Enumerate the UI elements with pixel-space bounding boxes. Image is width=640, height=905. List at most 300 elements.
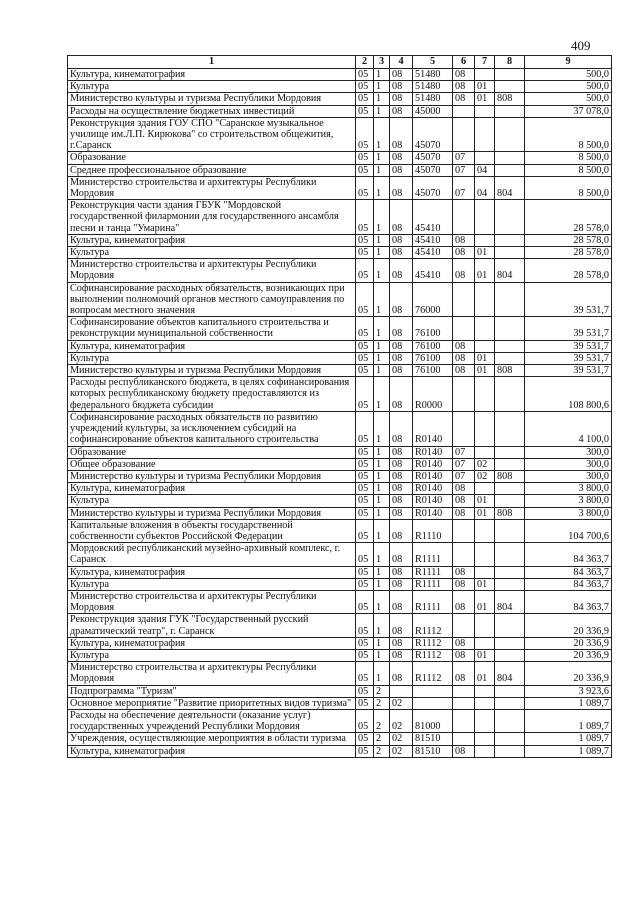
code-cell	[495, 685, 525, 697]
code-cell	[475, 446, 495, 458]
amount-cell: 300,0	[525, 458, 612, 470]
code-cell	[413, 697, 453, 709]
amount-cell: 28 578,0	[525, 259, 612, 282]
code-cell: 04	[475, 164, 495, 176]
code-cell: 08	[453, 365, 475, 377]
amount-cell: 84 363,7	[525, 578, 612, 590]
code-cell: 804	[495, 590, 525, 613]
row-name: Расходы республиканского бюджета, в целях софинансирования которых республиканскому бюджету предоставляются из федерального бюджета субсидии	[68, 377, 356, 412]
code-cell	[475, 377, 495, 412]
code-cell: 05	[356, 411, 374, 446]
row-name: Софинансирование объектов капитального строительства и реконструкции муниципальной собственности	[68, 317, 356, 340]
column-header: 7	[475, 56, 495, 69]
code-cell	[495, 69, 525, 81]
code-cell	[390, 685, 413, 697]
code-cell: 05	[356, 495, 374, 507]
code-cell: 05	[356, 685, 374, 697]
code-cell	[475, 200, 495, 235]
code-cell: 05	[356, 200, 374, 235]
code-cell	[413, 685, 453, 697]
amount-cell: 300,0	[525, 446, 612, 458]
amount-cell: 4 100,0	[525, 411, 612, 446]
code-cell: R1111	[413, 566, 453, 578]
code-cell: 1	[374, 282, 390, 317]
code-cell: 1	[374, 470, 390, 482]
code-cell	[495, 495, 525, 507]
table-row	[68, 649, 612, 661]
row-name: Министерство культуры и туризма Республики Мордовия	[68, 365, 356, 377]
code-cell	[453, 519, 475, 542]
code-cell: 08	[390, 259, 413, 282]
row-name: Общее образование	[68, 458, 356, 470]
code-cell: 804	[495, 662, 525, 685]
code-cell: 81000	[413, 709, 453, 732]
code-cell: 05	[356, 340, 374, 352]
code-cell: 05	[356, 259, 374, 282]
code-cell	[495, 458, 525, 470]
code-cell	[475, 152, 495, 164]
code-cell	[475, 566, 495, 578]
code-cell: 08	[390, 578, 413, 590]
code-cell: 51480	[413, 93, 453, 105]
code-cell	[495, 152, 525, 164]
code-cell: 1	[374, 495, 390, 507]
code-cell: R0140	[413, 411, 453, 446]
code-cell: 08	[390, 458, 413, 470]
code-cell: 08	[390, 507, 413, 519]
table-row	[68, 176, 612, 199]
code-cell: 05	[356, 662, 374, 685]
code-cell: 08	[453, 81, 475, 93]
amount-cell: 20 336,9	[525, 614, 612, 637]
code-cell: R1112	[413, 637, 453, 649]
code-cell: 45410	[413, 234, 453, 246]
row-name: Образование	[68, 152, 356, 164]
code-cell: 08	[453, 649, 475, 661]
code-cell: 08	[390, 470, 413, 482]
code-cell: 05	[356, 377, 374, 412]
code-cell: 45070	[413, 164, 453, 176]
amount-cell: 8 500,0	[525, 152, 612, 164]
code-cell	[453, 282, 475, 317]
code-cell: 08	[390, 483, 413, 495]
code-cell: 05	[356, 578, 374, 590]
code-cell: 01	[475, 507, 495, 519]
code-cell: 1	[374, 507, 390, 519]
row-name: Культура	[68, 81, 356, 93]
code-cell: 1	[374, 247, 390, 259]
code-cell: 01	[475, 247, 495, 259]
amount-cell: 500,0	[525, 93, 612, 105]
code-cell	[495, 483, 525, 495]
table-row	[68, 164, 612, 176]
amount-cell: 37 078,0	[525, 105, 612, 117]
code-cell: 05	[356, 117, 374, 152]
amount-cell: 28 578,0	[525, 234, 612, 246]
code-cell	[495, 117, 525, 152]
row-name: Реконструкция здания ГУК "Государственный русский драматический театр", г. Саранск	[68, 614, 356, 637]
code-cell	[495, 317, 525, 340]
code-cell: 1	[374, 200, 390, 235]
code-cell	[495, 578, 525, 590]
code-cell: 01	[475, 662, 495, 685]
amount-cell: 500,0	[525, 81, 612, 93]
code-cell	[475, 340, 495, 352]
code-cell	[475, 543, 495, 566]
code-cell: 05	[356, 446, 374, 458]
code-cell: 08	[453, 93, 475, 105]
code-cell	[475, 709, 495, 732]
code-cell: 1	[374, 590, 390, 613]
code-cell: 05	[356, 649, 374, 661]
code-cell: 45070	[413, 152, 453, 164]
code-cell: 1	[374, 69, 390, 81]
code-cell: 08	[453, 507, 475, 519]
amount-cell: 8 500,0	[525, 117, 612, 152]
code-cell: 08	[390, 614, 413, 637]
code-cell: 08	[390, 317, 413, 340]
code-cell: 45070	[413, 176, 453, 199]
code-cell: 51480	[413, 81, 453, 93]
row-name: Расходы на обеспечение деятельности (оказание услуг) государственных учреждений Республики Мордовия	[68, 709, 356, 732]
code-cell: 08	[390, 176, 413, 199]
code-cell	[475, 685, 495, 697]
code-cell: 08	[390, 117, 413, 152]
table-row	[68, 234, 612, 246]
code-cell	[475, 117, 495, 152]
table-row	[68, 352, 612, 364]
code-cell: R0140	[413, 483, 453, 495]
table-row	[68, 483, 612, 495]
amount-cell: 3 800,0	[525, 483, 612, 495]
row-name: Подпрограмма "Туризм"	[68, 685, 356, 697]
code-cell: 08	[453, 590, 475, 613]
table-row	[68, 543, 612, 566]
column-header: 5	[413, 56, 453, 69]
amount-cell: 8 500,0	[525, 176, 612, 199]
code-cell: 01	[475, 495, 495, 507]
amount-cell: 1 089,7	[525, 709, 612, 732]
table-row	[68, 152, 612, 164]
code-cell: R0140	[413, 495, 453, 507]
code-cell: 08	[390, 81, 413, 93]
code-cell: 07	[453, 164, 475, 176]
code-cell: 1	[374, 662, 390, 685]
code-cell: 81510	[413, 745, 453, 757]
code-cell: 08	[453, 259, 475, 282]
amount-cell: 84 363,7	[525, 590, 612, 613]
code-cell: 05	[356, 317, 374, 340]
code-cell: 45410	[413, 259, 453, 282]
code-cell: 05	[356, 247, 374, 259]
code-cell: 1	[374, 458, 390, 470]
code-cell: 2	[374, 697, 390, 709]
code-cell: 08	[453, 566, 475, 578]
code-cell	[495, 733, 525, 745]
code-cell: 45070	[413, 117, 453, 152]
code-cell: 07	[453, 152, 475, 164]
code-cell	[495, 745, 525, 757]
code-cell: 02	[475, 458, 495, 470]
code-cell: 45000	[413, 105, 453, 117]
code-cell: 05	[356, 637, 374, 649]
code-cell	[475, 69, 495, 81]
table-row	[68, 365, 612, 377]
table-row	[68, 662, 612, 685]
row-name: Министерство строительства и архитектуры Республики Мордовия	[68, 662, 356, 685]
code-cell	[453, 317, 475, 340]
code-cell	[495, 377, 525, 412]
code-cell: R0140	[413, 458, 453, 470]
code-cell: 1	[374, 164, 390, 176]
table-row	[68, 282, 612, 317]
code-cell: 07	[453, 446, 475, 458]
code-cell: 08	[453, 247, 475, 259]
row-name: Министерство строительства и архитектуры Республики Мордовия	[68, 590, 356, 613]
code-cell: 808	[495, 93, 525, 105]
code-cell: 05	[356, 458, 374, 470]
code-cell: 08	[453, 234, 475, 246]
code-cell: 51480	[413, 69, 453, 81]
row-name: Культура	[68, 495, 356, 507]
code-cell: 08	[390, 637, 413, 649]
row-name: Культура, кинематография	[68, 69, 356, 81]
code-cell: 05	[356, 733, 374, 745]
code-cell: 1	[374, 117, 390, 152]
code-cell: 1	[374, 519, 390, 542]
code-cell	[453, 200, 475, 235]
code-cell: 1	[374, 483, 390, 495]
table-row	[68, 614, 612, 637]
code-cell	[453, 411, 475, 446]
amount-cell: 28 578,0	[525, 200, 612, 235]
code-cell: 08	[453, 578, 475, 590]
code-cell: 08	[453, 352, 475, 364]
code-cell: 02	[390, 709, 413, 732]
code-cell	[495, 340, 525, 352]
table-row	[68, 507, 612, 519]
code-cell: 808	[495, 507, 525, 519]
code-cell	[453, 377, 475, 412]
page-number: 409	[571, 38, 591, 53]
code-cell: 08	[453, 745, 475, 757]
code-cell: 76100	[413, 352, 453, 364]
code-cell: 08	[390, 411, 413, 446]
code-cell	[495, 709, 525, 732]
code-cell: 1	[374, 566, 390, 578]
code-cell	[495, 352, 525, 364]
row-name: Реконструкция здания ГОУ СПО "Саранское музыкальное училище им.Л.П. Кирюкова" со строительством общежития, г.Саранск	[68, 117, 356, 152]
table-row	[68, 340, 612, 352]
code-cell: 07	[453, 458, 475, 470]
code-cell: 08	[390, 282, 413, 317]
code-cell: 08	[390, 543, 413, 566]
code-cell: 804	[495, 259, 525, 282]
row-name: Министерство культуры и туризма Республики Мордовия	[68, 470, 356, 482]
code-cell: 08	[390, 649, 413, 661]
code-cell: 1	[374, 317, 390, 340]
code-cell: 08	[390, 105, 413, 117]
table-body	[68, 56, 612, 758]
amount-cell: 84 363,7	[525, 566, 612, 578]
code-cell	[495, 446, 525, 458]
code-cell: 08	[390, 365, 413, 377]
code-cell	[453, 105, 475, 117]
code-cell	[475, 733, 495, 745]
amount-cell: 39 531,7	[525, 317, 612, 340]
code-cell: 1	[374, 176, 390, 199]
code-cell: 804	[495, 176, 525, 199]
amount-cell: 104 700,6	[525, 519, 612, 542]
code-cell: 01	[475, 649, 495, 661]
code-cell: 08	[390, 495, 413, 507]
row-name: Реконструкция части здания ГБУК "Мордовской государственной филармонии для государственного ансамбля песни и танца "Умарина"	[68, 200, 356, 235]
code-cell: 1	[374, 637, 390, 649]
row-name: Культура, кинематография	[68, 483, 356, 495]
row-name: Культура, кинематография	[68, 637, 356, 649]
code-cell: 05	[356, 519, 374, 542]
amount-cell: 3 800,0	[525, 495, 612, 507]
code-cell: 08	[390, 69, 413, 81]
amount-cell: 1 089,7	[525, 745, 612, 757]
row-name: Расходы на осуществление бюджетных инвестиций	[68, 105, 356, 117]
code-cell: 04	[475, 176, 495, 199]
table-row	[68, 709, 612, 732]
code-cell: 81510	[413, 733, 453, 745]
row-name: Софинансирование расходных обязательств, возникающих при выполнении полномочий органов местного самоуправления по вопросам местного значения	[68, 282, 356, 317]
code-cell: 05	[356, 69, 374, 81]
column-header: 4	[390, 56, 413, 69]
amount-cell: 39 531,7	[525, 340, 612, 352]
code-cell: 02	[390, 733, 413, 745]
table-row	[68, 566, 612, 578]
code-cell: 1	[374, 93, 390, 105]
code-cell	[495, 637, 525, 649]
code-cell	[475, 282, 495, 317]
row-name: Министерство культуры и туризма Республики Мордовия	[68, 507, 356, 519]
table-row	[68, 259, 612, 282]
table-row	[68, 117, 612, 152]
table-row	[68, 458, 612, 470]
table-row	[68, 317, 612, 340]
code-cell: 05	[356, 709, 374, 732]
code-cell: 01	[475, 590, 495, 613]
code-cell	[495, 543, 525, 566]
code-cell	[495, 614, 525, 637]
code-cell: 08	[390, 566, 413, 578]
code-cell: 45410	[413, 247, 453, 259]
code-cell: 01	[475, 259, 495, 282]
code-cell: 808	[495, 470, 525, 482]
table-row	[68, 411, 612, 446]
code-cell: 08	[453, 69, 475, 81]
table-row	[68, 81, 612, 93]
code-cell: R0140	[413, 446, 453, 458]
row-name: Среднее профессиональное образование	[68, 164, 356, 176]
code-cell: 2	[374, 733, 390, 745]
amount-cell: 39 531,7	[525, 282, 612, 317]
code-cell: 05	[356, 81, 374, 93]
code-cell: 05	[356, 93, 374, 105]
amount-cell: 300,0	[525, 470, 612, 482]
code-cell: 05	[356, 483, 374, 495]
column-header: 3	[374, 56, 390, 69]
code-cell: 05	[356, 745, 374, 757]
column-header: 2	[356, 56, 374, 69]
code-cell: 76000	[413, 282, 453, 317]
code-cell	[453, 733, 475, 745]
code-cell: 1	[374, 152, 390, 164]
code-cell: 1	[374, 614, 390, 637]
table-row	[68, 733, 612, 745]
code-cell: 1	[374, 352, 390, 364]
code-cell	[475, 697, 495, 709]
code-cell	[495, 411, 525, 446]
amount-cell: 3 923,6	[525, 685, 612, 697]
code-cell	[495, 247, 525, 259]
code-cell: 05	[356, 164, 374, 176]
row-name: Культура, кинематография	[68, 745, 356, 757]
row-name: Министерство строительства и архитектуры Республики Мордовия	[68, 259, 356, 282]
code-cell: 08	[453, 340, 475, 352]
code-cell	[475, 637, 495, 649]
code-cell	[453, 697, 475, 709]
code-cell: 05	[356, 176, 374, 199]
code-cell: 02	[390, 745, 413, 757]
table-row	[68, 590, 612, 613]
row-name: Основное мероприятие "Развитие приоритетных видов туризма"	[68, 697, 356, 709]
code-cell: 45410	[413, 200, 453, 235]
column-header: 9	[525, 56, 612, 69]
code-cell: 05	[356, 543, 374, 566]
table-row	[68, 377, 612, 412]
table-row	[68, 697, 612, 709]
code-cell: R1111	[413, 543, 453, 566]
code-cell: 08	[390, 340, 413, 352]
amount-cell: 20 336,9	[525, 649, 612, 661]
table-row	[68, 495, 612, 507]
row-name: Культура, кинематография	[68, 566, 356, 578]
code-cell	[495, 81, 525, 93]
code-cell	[475, 105, 495, 117]
code-cell: R0000	[413, 377, 453, 412]
code-cell	[475, 745, 495, 757]
code-cell: 08	[390, 590, 413, 613]
row-name: Софинансирование расходных обязательств по развитию учреждений культуры, за исключением субсидий на софинансирование объектов капитального строительства	[68, 411, 356, 446]
column-header: 8	[495, 56, 525, 69]
code-cell: 1	[374, 411, 390, 446]
code-cell: 07	[453, 470, 475, 482]
row-name: Культура	[68, 578, 356, 590]
budget-table	[67, 55, 612, 758]
code-cell	[475, 411, 495, 446]
amount-cell: 84 363,7	[525, 543, 612, 566]
code-cell: 01	[475, 365, 495, 377]
code-cell	[495, 566, 525, 578]
table-row	[68, 470, 612, 482]
code-cell: 1	[374, 578, 390, 590]
code-cell	[475, 234, 495, 246]
code-cell	[495, 164, 525, 176]
column-header: 6	[453, 56, 475, 69]
code-cell: R1112	[413, 614, 453, 637]
code-cell: 08	[390, 200, 413, 235]
code-cell: 808	[495, 365, 525, 377]
code-cell: 76100	[413, 340, 453, 352]
code-cell: 1	[374, 105, 390, 117]
table-row	[68, 69, 612, 81]
row-name: Культура, кинематография	[68, 234, 356, 246]
